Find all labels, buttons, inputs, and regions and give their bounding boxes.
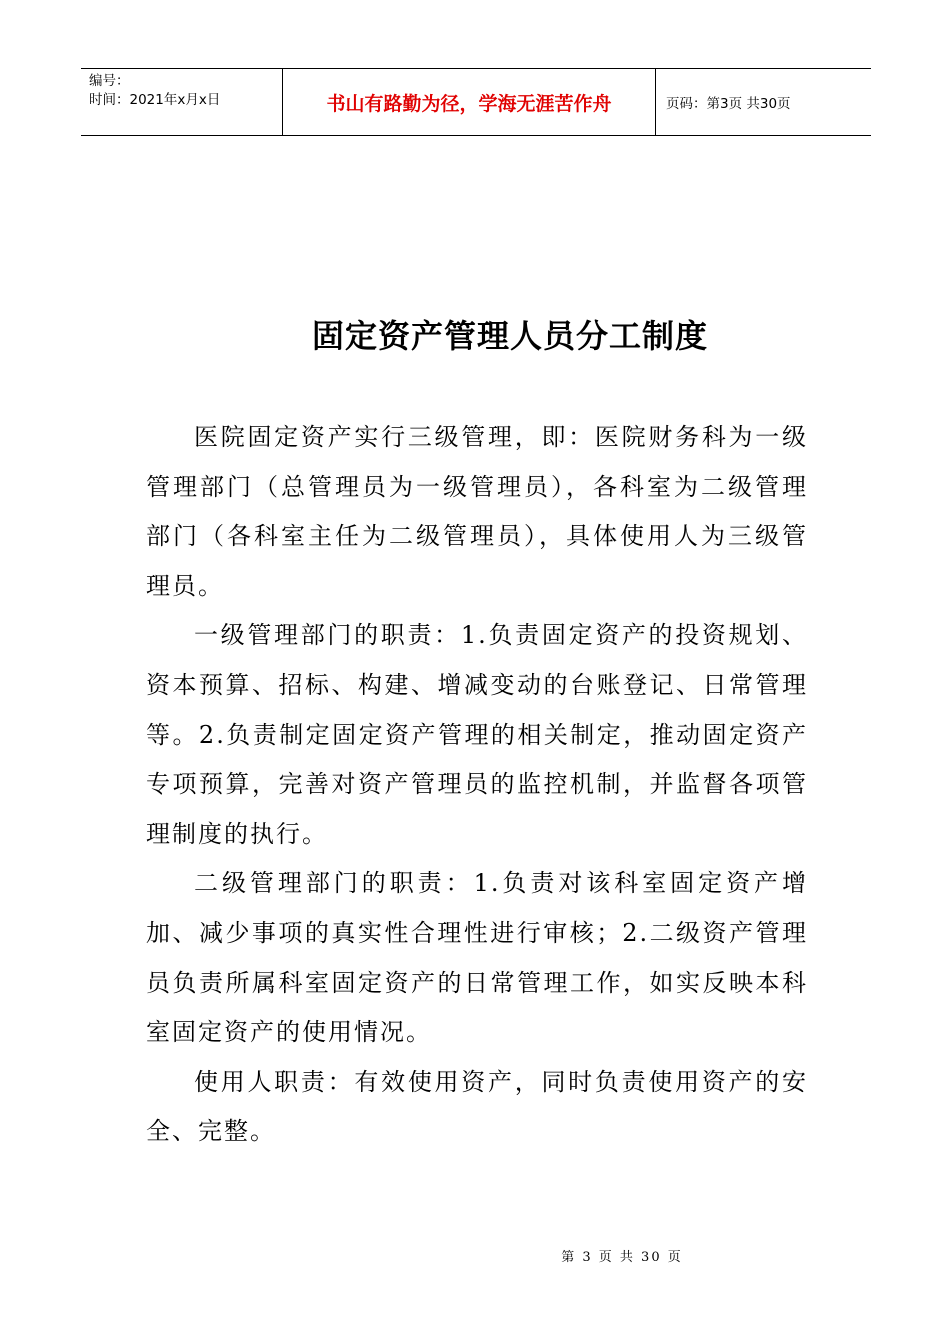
page-info: 页码：第3页 共30页 xyxy=(666,96,791,112)
time-label: 时间：2021年x月x日 xyxy=(89,92,221,108)
number-label: 编号： xyxy=(89,73,130,89)
header-page-cell xyxy=(656,69,871,135)
header-motto-cell xyxy=(283,69,656,135)
paragraph: 医院固定资产实行三级管理，即：医院财务科为一级管理部门（总管理员为一级管理员），各科室为二级管理部门（各科室主任为二级管理员），具体使用人为三级管理员。 xyxy=(146,423,808,600)
document-title: 固定资产管理人员分工制度 xyxy=(311,317,708,355)
document-header xyxy=(81,68,871,136)
page-footer: 第 3 页 共 30 页 xyxy=(561,1250,683,1265)
document-body xyxy=(146,413,808,1157)
paragraph: 一级管理部门的职责：1.负责固定资产的投资规划、资本预算、招标、构建、增减变动的台账登记、日常管理等。2.负责制定固定资产管理的相关制定，推动固定资产专项预算，完善对资产管理员的监控机制，并监督各项管理制度的执行。 xyxy=(146,621,808,848)
header-info-cell xyxy=(81,69,283,135)
paragraph: 二级管理部门的职责：1.负责对该科室固定资产增加、减少事项的真实性合理性进行审核；2.二级资产管理员负责所属科室固定资产的日常管理工作，如实反映本科室固定资产的使用情况。 xyxy=(146,869,808,1047)
paragraph: 使用人职责：有效使用资产，同时负责使用资产的安全、完整。 xyxy=(146,1067,808,1146)
motto-text: 书山有路勤为径，学海无涯苦作舟 xyxy=(326,92,612,115)
